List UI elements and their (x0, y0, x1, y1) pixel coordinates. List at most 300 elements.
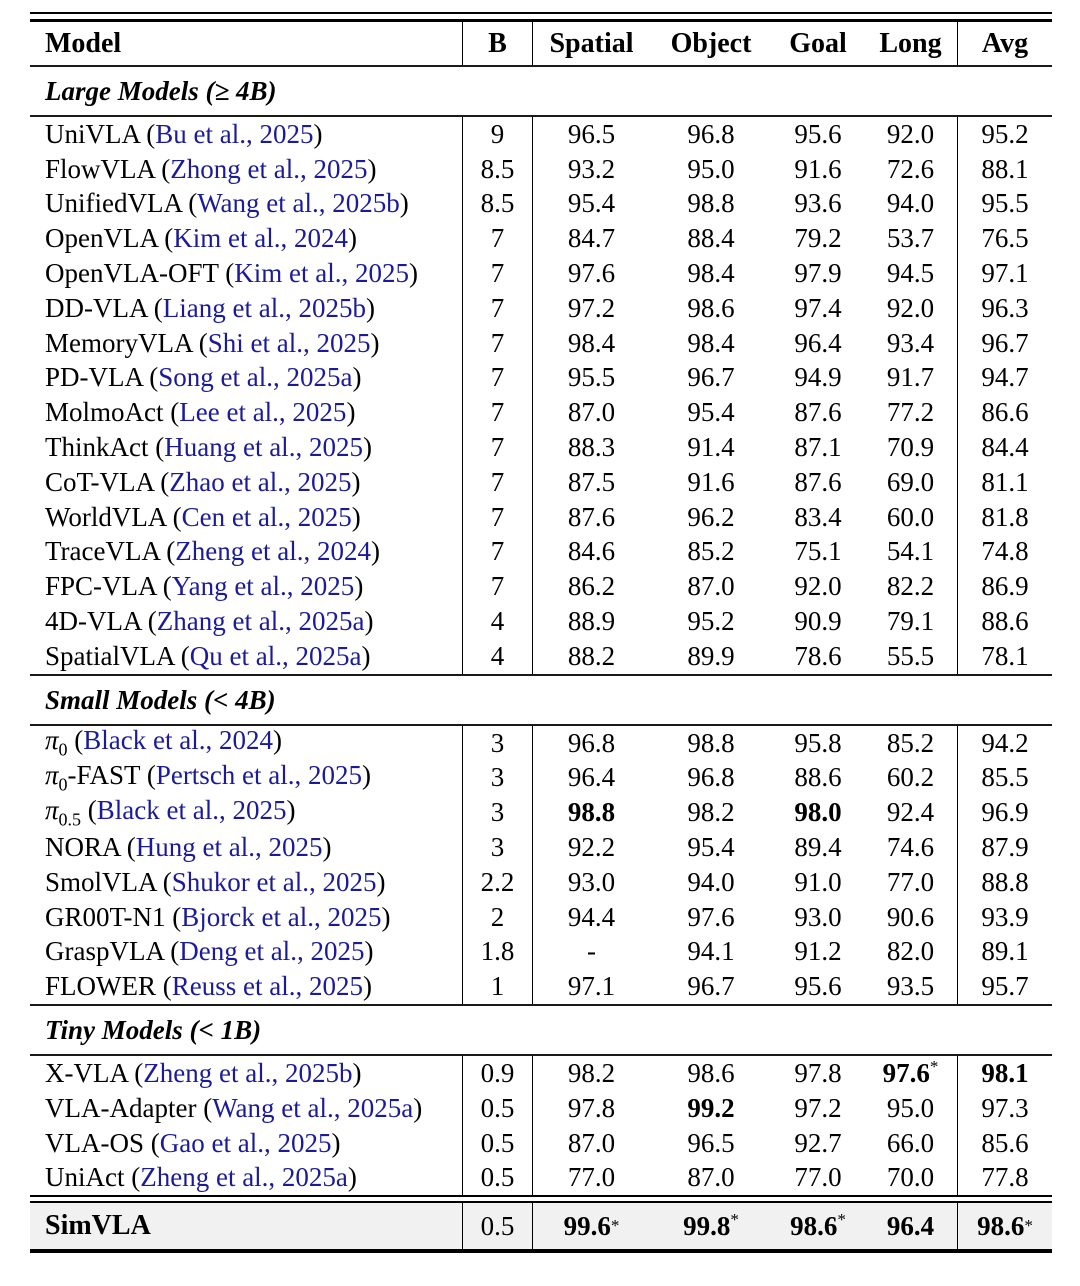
model-row (30, 256, 1052, 291)
cell-spatial: 86.2 (532, 569, 650, 604)
cell-spatial: 84.6 (532, 535, 650, 570)
cell-object: 98.2 (687, 797, 735, 828)
cell-goal: 87.6 (794, 466, 842, 497)
cell-spatial: 95.5 (532, 361, 650, 396)
benchmark-results-table (30, 12, 1052, 1253)
cell-long: 77.2 (886, 397, 935, 428)
citation-link[interactable]: Deng et al., 2025 (179, 936, 365, 967)
citation-link[interactable]: Zheng et al., 2025a (140, 1162, 348, 1193)
cell-b: 7 (462, 569, 532, 604)
cell-spatial: 87.5 (532, 465, 650, 500)
cell-object: 88.4 (687, 223, 735, 254)
cell-object: 95.4 (687, 397, 735, 428)
citation-link[interactable]: Zheng et al., 2025b (143, 1058, 353, 1089)
model-name: WorldVLA (45, 501, 166, 532)
model-name: FLOWER (45, 971, 156, 1002)
model-row (30, 1126, 1052, 1161)
cell-goal: 91.0 (794, 866, 842, 897)
cell-b: 3 (462, 761, 532, 796)
model-name: SmolVLA (45, 866, 157, 897)
model-name: OpenVLA (45, 223, 158, 254)
cell-spatial: 98.8 (532, 795, 650, 830)
model-name: SpatialVLA (45, 640, 174, 671)
cell-avg: 94.7 (957, 361, 1052, 396)
cell-long: 93.4 (886, 327, 935, 358)
cell-object: 95.4 (687, 832, 735, 863)
model-name: GR00T-N1 (45, 901, 166, 932)
citation-link[interactable]: Shukor et al., 2025 (171, 866, 377, 897)
cell-spatial: 94.4 (532, 900, 650, 935)
model-name-cell: 4D-VLA (Zhang et al., 2025a) (45, 606, 374, 637)
model-name: VLA-Adapter (45, 1092, 197, 1123)
cell-long: 85.2 (886, 727, 935, 758)
model-name-cell: WorldVLA (Cen et al., 2025) (45, 501, 361, 532)
cell-b: 7 (462, 361, 532, 396)
model-name: DD-VLA (45, 292, 147, 323)
cell-long: 70.0 (886, 1162, 935, 1193)
cell-avg: 95.5 (957, 187, 1052, 222)
citation-link[interactable]: Wang et al., 2025a (212, 1092, 414, 1123)
model-row (30, 152, 1052, 187)
model-name-cell: VLA-OS (Gao et al., 2025) (45, 1127, 341, 1158)
cell-object: 96.5 (687, 1127, 735, 1158)
model-name-cell: ThinkAct (Huang et al., 2025) (45, 432, 372, 463)
model-name: $\pi_{0.5}$ (45, 795, 82, 830)
section-header: Tiny Models (< 1B) (45, 1015, 262, 1046)
model-name-cell: FlowVLA (Zhong et al., 2025) (45, 153, 377, 184)
citation-link[interactable]: Pertsch et al., 2025 (155, 760, 363, 791)
cell-long: 92.0 (886, 118, 935, 149)
cell-avg: 98.1 (957, 1056, 1052, 1091)
citation-link[interactable]: Zhao et al., 2025 (169, 466, 352, 497)
citation-link[interactable]: Huang et al., 2025 (164, 432, 363, 463)
model-row (30, 726, 1052, 761)
citation-link[interactable]: Cen et al., 2025 (181, 501, 352, 532)
citation-link[interactable]: Bjorck et al., 2025 (181, 901, 382, 932)
cell-object: 96.8 (687, 762, 735, 793)
cell-object: 98.8 (687, 188, 735, 219)
cell-goal: 89.4 (794, 832, 842, 863)
model-name-cell: DD-VLA (Liang et al., 2025b) (45, 292, 375, 323)
citation-link[interactable]: Kim et al., 2024 (173, 223, 348, 254)
citation-link[interactable]: Kim et al., 2025 (234, 258, 409, 289)
cell-b: 7 (462, 500, 532, 535)
cell-goal: 83.4 (794, 501, 842, 532)
cell-spatial: 92.2 (532, 830, 650, 865)
cell-goal: 95.8 (794, 727, 842, 758)
cell-long: 60.2 (886, 762, 935, 793)
cell-long: 90.6 (886, 901, 935, 932)
cell-goal: 95.6 (794, 118, 842, 149)
cell-long: 92.0 (886, 292, 935, 323)
model-name-cell: TraceVLA (Zheng et al., 2024) (45, 536, 380, 567)
model-row (30, 395, 1052, 430)
cell-avg: 88.8 (957, 865, 1052, 900)
cell-b: 3 (462, 795, 532, 830)
cell-goal: 88.6 (794, 762, 842, 793)
citation-link[interactable]: Black et al., 2025 (96, 795, 287, 826)
cell-avg: 96.3 (957, 291, 1052, 326)
model-row (30, 430, 1052, 465)
model-name: MemoryVLA (45, 327, 192, 358)
cell-goal: 97.2 (794, 1092, 842, 1123)
cell-avg: 78.1 (957, 639, 1052, 674)
cell-object: 91.4 (687, 432, 735, 463)
cell-object: 98.8 (687, 727, 735, 758)
cell-avg: 96.7 (957, 326, 1052, 361)
citation-link[interactable]: Qu et al., 2025a (189, 640, 362, 671)
cell-goal: 94.9 (794, 362, 842, 393)
citation-link[interactable]: Reuss et al., 2025 (171, 971, 363, 1002)
cell-long: 94.5 (886, 258, 935, 289)
cell-avg: 94.2 (957, 726, 1052, 761)
cell-long: 54.1 (886, 536, 935, 567)
cell-goal: 75.1 (794, 536, 842, 567)
model-name: SimVLA (45, 1210, 151, 1242)
cell-b: 7 (462, 465, 532, 500)
model-row (30, 1161, 1052, 1196)
cell-object: 87.0 (687, 1162, 735, 1193)
model-name-cell: SpatialVLA (Qu et al., 2025a) (45, 640, 371, 671)
cell-object: 91.6 (687, 466, 735, 497)
cell-spatial: 98.2 (532, 1056, 650, 1091)
cell-long: 92.4 (886, 797, 935, 828)
model-row (30, 935, 1052, 970)
cell-spatial: 98.4 (532, 326, 650, 361)
cell-b: 7 (462, 221, 532, 256)
model-name-cell: GR00T-N1 (Bjorck et al., 2025) (45, 901, 391, 932)
section-header: Large Models (≥ 4B) (45, 76, 277, 106)
model-name-cell: UniAct (Zheng et al., 2025a) (45, 1162, 357, 1193)
cell-spatial: 97.2 (532, 291, 650, 326)
model-name: PD-VLA (45, 362, 143, 393)
model-row (30, 969, 1052, 1004)
cell-avg: 93.9 (957, 900, 1052, 935)
model-row (30, 187, 1052, 222)
cell-long: 93.5 (886, 971, 935, 1002)
model-name-cell: MolmoAct (Lee et al., 2025) (45, 397, 356, 428)
cell-avg: 81.1 (957, 465, 1052, 500)
citation-link[interactable]: Hung et al., 2025 (135, 832, 323, 863)
model-name-cell: $\pi_0$ (Black et al., 2024) (45, 725, 282, 760)
cell-b: 3 (462, 726, 532, 761)
cell-goal: 92.7 (794, 1127, 842, 1158)
model-name-cell: SmolVLA (Shukor et al., 2025) (45, 866, 386, 897)
model-name-cell: X-VLA (Zheng et al., 2025b) (45, 1058, 362, 1089)
cell-avg: 81.8 (957, 500, 1052, 535)
cell-goal: 98.6* (790, 1209, 846, 1241)
model-name-cell: $\pi_0$-FAST (Pertsch et al., 2025) (45, 760, 372, 795)
cell-object: 96.7 (687, 971, 735, 1002)
model-row (30, 830, 1052, 865)
cell-goal: 79.2 (794, 223, 842, 254)
model-name-cell: FPC-VLA (Yang et al., 2025) (45, 571, 364, 602)
model-name: $\pi_0$-FAST (45, 760, 141, 795)
cell-long: 69.0 (886, 466, 935, 497)
cell-object: 95.2 (687, 606, 735, 637)
citation-link[interactable]: Lee et al., 2025 (179, 397, 347, 428)
cell-spatial: 97.6 (532, 256, 650, 291)
cell-avg: 88.1 (957, 152, 1052, 187)
model-row (30, 569, 1052, 604)
citation-link[interactable]: Zhong et al., 2025 (170, 153, 368, 184)
cell-goal: 97.8 (794, 1058, 842, 1089)
cell-b: 0.5 (462, 1203, 532, 1249)
cell-avg: 95.2 (957, 117, 1052, 152)
model-row (30, 291, 1052, 326)
model-name-cell: $\pi_{0.5}$ (Black et al., 2025) (45, 795, 296, 830)
cell-long: 94.0 (886, 188, 935, 219)
model-name: GraspVLA (45, 936, 164, 967)
cell-b: 7 (462, 256, 532, 291)
cell-goal: 93.0 (794, 901, 842, 932)
model-name-cell: GraspVLA (Deng et al., 2025) (45, 936, 374, 967)
cell-spatial: 93.2 (532, 152, 650, 187)
cell-spatial: 93.0 (532, 865, 650, 900)
model-name-cell: OpenVLA-OFT (Kim et al., 2025) (45, 258, 418, 289)
cell-b: 0.9 (462, 1056, 532, 1091)
cell-avg: 74.8 (957, 535, 1052, 570)
cell-b: 7 (462, 326, 532, 361)
citation-link[interactable]: Gao et al., 2025 (159, 1127, 332, 1158)
cell-object: 85.2 (687, 536, 735, 567)
cell-b: 7 (462, 291, 532, 326)
model-row (30, 221, 1052, 256)
cell-spatial: 99.6 * (532, 1203, 650, 1249)
cell-b: 0.5 (462, 1161, 532, 1196)
model-row (30, 1091, 1052, 1126)
model-name-cell: FLOWER (Reuss et al., 2025) (45, 971, 372, 1002)
asterisk-marker: * (929, 1057, 939, 1077)
column-header-goal: Goal (789, 27, 847, 59)
cell-long: 55.5 (886, 640, 935, 671)
citation-link[interactable]: Yang et al., 2025 (171, 571, 355, 602)
column-header-avg: Avg (957, 22, 1052, 65)
cell-spatial: 97.8 (532, 1091, 650, 1126)
cell-spatial: 97.1 (532, 969, 650, 1004)
model-name: FlowVLA (45, 153, 155, 184)
cell-b: 7 (462, 535, 532, 570)
cell-goal: 91.2 (794, 936, 842, 967)
citation-link[interactable]: Black et al., 2024 (83, 725, 273, 756)
cell-object: 99.8* (683, 1209, 739, 1241)
cell-object: 94.1 (687, 936, 735, 967)
model-name: TraceVLA (45, 536, 160, 567)
cell-spatial: 77.0 (532, 1161, 650, 1196)
citation-link[interactable]: Zhang et al., 2025a (156, 606, 365, 637)
column-header-spatial: Spatial (532, 22, 650, 65)
cell-spatial: 88.9 (532, 604, 650, 639)
model-name: FPC-VLA (45, 571, 157, 602)
model-row (30, 865, 1052, 900)
cell-long: 82.2 (886, 571, 935, 602)
cell-b: 8.5 (462, 187, 532, 222)
cell-long: 82.0 (886, 936, 935, 967)
citation-link[interactable]: Zheng et al., 2024 (175, 536, 371, 567)
cell-goal: 91.6 (794, 153, 842, 184)
cell-b: 8.5 (462, 152, 532, 187)
model-row (30, 900, 1052, 935)
cell-spatial: 88.2 (532, 639, 650, 674)
model-name: MolmoAct (45, 397, 164, 428)
cell-b: 3 (462, 830, 532, 865)
cell-object: 95.0 (687, 153, 735, 184)
cell-goal: 87.6 (794, 397, 842, 428)
model-row (30, 326, 1052, 361)
cell-long: 70.9 (886, 432, 935, 463)
citation-link[interactable]: Song et al., 2025a (158, 362, 353, 393)
cell-object: 96.7 (687, 362, 735, 393)
cell-spatial: 95.4 (532, 187, 650, 222)
cell-object: 98.6 (687, 292, 735, 323)
model-name-cell: UniVLA (Bu et al., 2025) (45, 118, 323, 149)
model-name-cell: OpenVLA (Kim et al., 2024) (45, 223, 357, 254)
table-sections (30, 67, 1052, 1195)
section-header: Small Models (< 4B) (45, 684, 276, 715)
top-rule (30, 12, 1052, 22)
cell-spatial: 96.5 (532, 117, 650, 152)
cell-avg: 88.6 (957, 604, 1052, 639)
cell-goal: 77.0 (794, 1162, 842, 1193)
cell-spatial: - (532, 935, 650, 970)
model-name: UnifiedVLA (45, 188, 182, 219)
model-name: X-VLA (45, 1058, 128, 1089)
cell-avg: 86.6 (957, 395, 1052, 430)
cell-object: 97.6 (687, 901, 735, 932)
model-row (30, 761, 1052, 796)
cell-b: 4 (462, 604, 532, 639)
cell-object: 89.9 (687, 640, 735, 671)
cell-object: 98.4 (687, 327, 735, 358)
cell-goal: 93.6 (794, 188, 842, 219)
citation-link[interactable]: Wang et al., 2025b (197, 188, 400, 219)
model-row (30, 639, 1052, 674)
cell-b: 4 (462, 639, 532, 674)
model-name: NORA (45, 832, 121, 863)
cell-spatial: 87.6 (532, 500, 650, 535)
citation-link[interactable]: Bu et al., 2025 (155, 118, 314, 149)
cell-goal: 90.9 (794, 606, 842, 637)
cell-object: 96.8 (687, 118, 735, 149)
cell-b: 1.8 (462, 935, 532, 970)
citation-link[interactable]: Shi et al., 2025 (207, 327, 371, 358)
cell-avg: 97.3 (957, 1091, 1052, 1126)
cell-goal: 98.0 (794, 797, 842, 828)
cell-avg: 85.5 (957, 761, 1052, 796)
cell-goal: 92.0 (794, 571, 842, 602)
cell-object: 99.2 (687, 1092, 735, 1123)
cell-avg: 89.1 (957, 935, 1052, 970)
cell-spatial: 87.0 (532, 1126, 650, 1161)
cell-long: 60.0 (886, 501, 935, 532)
model-name: CoT-VLA (45, 466, 154, 497)
cell-long: 91.7 (886, 362, 935, 393)
cell-avg: 95.7 (957, 969, 1052, 1004)
column-header-model: Model (45, 27, 122, 59)
cell-spatial: 87.0 (532, 395, 650, 430)
cell-goal: 87.1 (794, 432, 842, 463)
model-name-cell: CoT-VLA (Zhao et al., 2025) (45, 466, 361, 497)
cell-avg: 98.6 * (957, 1203, 1052, 1249)
cell-object: 96.2 (687, 501, 735, 532)
asterisk-marker: * (837, 1209, 846, 1229)
cell-avg: 84.4 (957, 430, 1052, 465)
cell-long: 77.0 (886, 866, 935, 897)
column-header-object: Object (670, 27, 752, 59)
model-row (30, 117, 1052, 152)
model-name-cell: UnifiedVLA (Wang et al., 2025b) (45, 188, 409, 219)
model-row (30, 1056, 1052, 1091)
cell-goal: 95.6 (794, 971, 842, 1002)
cell-avg: 87.9 (957, 830, 1052, 865)
table-header-row (30, 22, 1052, 65)
cell-avg: 97.1 (957, 256, 1052, 291)
cell-avg: 86.9 (957, 569, 1052, 604)
cell-avg: 76.5 (957, 221, 1052, 256)
cell-long: 66.0 (886, 1127, 935, 1158)
citation-link[interactable]: Liang et al., 2025b (162, 292, 366, 323)
cell-spatial: 96.8 (532, 726, 650, 761)
cell-b: 9 (462, 117, 532, 152)
cell-goal: 78.6 (794, 640, 842, 671)
pre-highlight-double-rule (30, 1195, 1052, 1203)
cell-b: 7 (462, 395, 532, 430)
model-name-cell: MemoryVLA (Shi et al., 2025) (45, 327, 380, 358)
simvla-highlight-row (30, 1203, 1052, 1249)
column-header-long: Long (879, 27, 942, 59)
cell-object: 98.6 (687, 1058, 735, 1089)
cell-b: 2.2 (462, 865, 532, 900)
column-header-b: B (462, 22, 532, 65)
model-name-cell: VLA-Adapter (Wang et al., 2025a) (45, 1092, 423, 1123)
model-name-cell: NORA (Hung et al., 2025) (45, 832, 332, 863)
bottom-rule (30, 1249, 1052, 1253)
cell-b: 1 (462, 969, 532, 1004)
model-name-cell: PD-VLA (Song et al., 2025a) (45, 362, 362, 393)
cell-long: 96.4 (886, 1210, 935, 1241)
cell-long: 53.7 (886, 223, 935, 254)
cell-spatial: 84.7 (532, 221, 650, 256)
cell-avg: 96.9 (957, 795, 1052, 830)
cell-long: 79.1 (886, 606, 935, 637)
model-row (30, 535, 1052, 570)
cell-object: 94.0 (687, 866, 735, 897)
cell-avg: 77.8 (957, 1161, 1052, 1196)
model-row (30, 604, 1052, 639)
model-name: UniAct (45, 1162, 125, 1193)
cell-b: 0.5 (462, 1126, 532, 1161)
cell-goal: 96.4 (794, 327, 842, 358)
cell-long: 74.6 (886, 832, 935, 863)
cell-long: 95.0 (886, 1092, 935, 1123)
cell-spatial: 88.3 (532, 430, 650, 465)
cell-long: 97.6* (882, 1057, 939, 1089)
model-row (30, 361, 1052, 396)
asterisk-marker: * (730, 1209, 739, 1229)
model-name-cell (30, 1210, 462, 1242)
cell-b: 2 (462, 900, 532, 935)
cell-goal: 97.4 (794, 292, 842, 323)
model-name: UniVLA (45, 118, 140, 149)
cell-b: 0.5 (462, 1091, 532, 1126)
cell-goal: 97.9 (794, 258, 842, 289)
model-name: $\pi_0$ (45, 725, 68, 760)
cell-long: 72.6 (886, 153, 935, 184)
cell-object: 98.4 (687, 258, 735, 289)
model-name: ThinkAct (45, 432, 149, 463)
model-name: 4D-VLA (45, 606, 141, 637)
model-name: VLA-OS (45, 1127, 144, 1158)
